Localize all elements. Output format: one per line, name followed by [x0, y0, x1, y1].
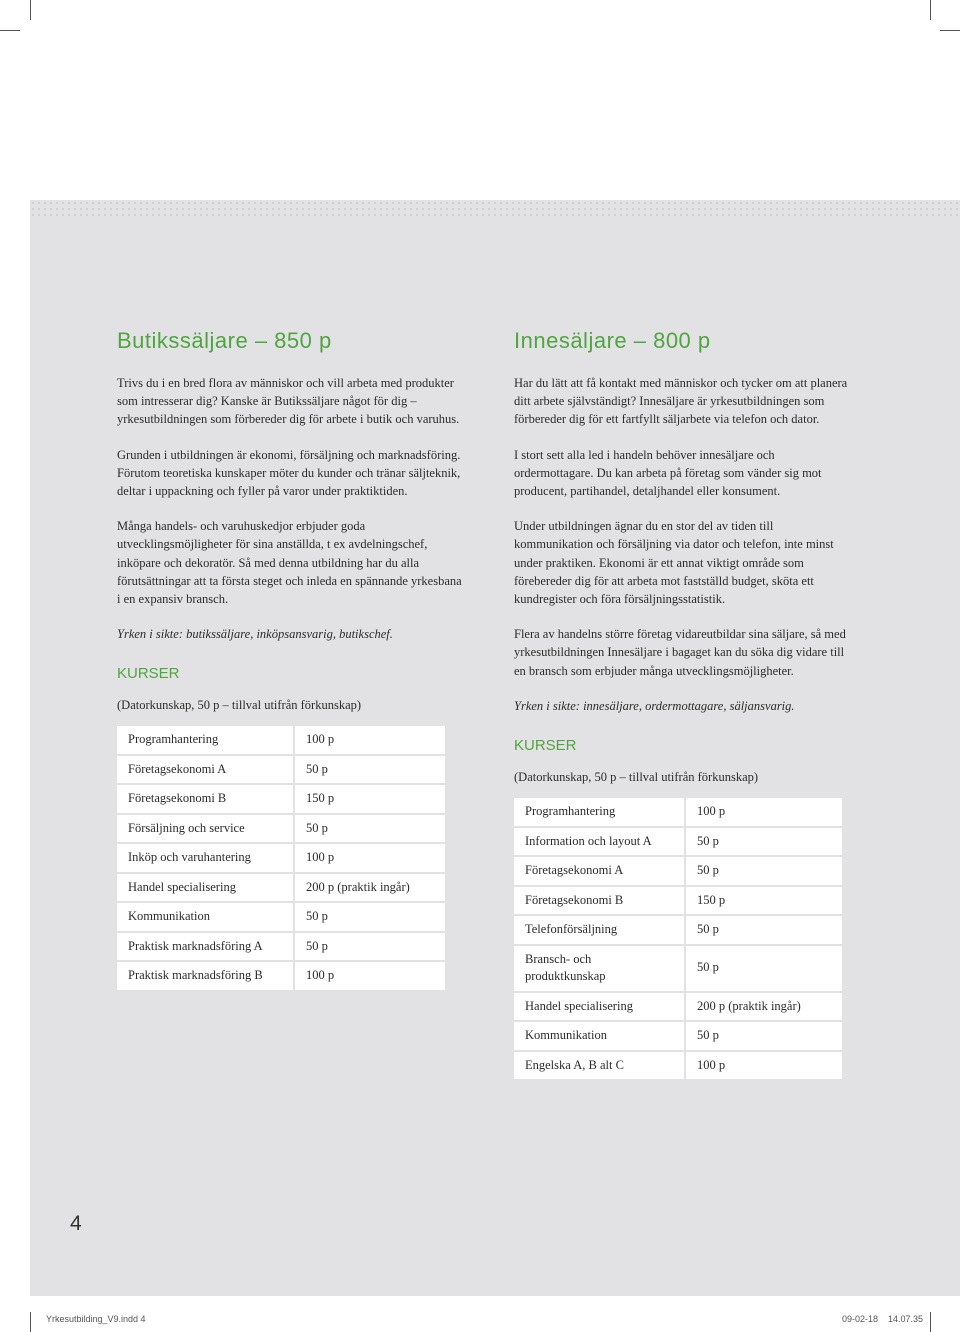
course-points: 100 p [686, 798, 842, 826]
course-name: Företagsekonomi B [117, 785, 293, 813]
course-name: Företagsekonomi A [514, 857, 684, 885]
course-row [514, 798, 842, 826]
section-title: Butikssäljare – 850 p [117, 328, 332, 353]
crop-mark [0, 30, 20, 31]
paragraph: Grunden i utbildningen är ekonomi, försäljning och marknadsföring. Förutom teoretiska kunskaper möter du kunder och tränar säljteknik, deltar i uppackning och fyller på varor under praktiktiden. [117, 447, 461, 499]
course-row [514, 946, 842, 991]
course-name: Kommunikation [117, 903, 293, 931]
crop-mark [930, 1312, 931, 1332]
course-name: Företagsekonomi B [514, 887, 684, 915]
course-name: Inköp och varuhantering [117, 844, 293, 872]
course-points: 200 p (praktik ingår) [686, 993, 842, 1021]
course-name: Programhantering [117, 726, 293, 754]
course-row [514, 828, 842, 856]
course-name: Programhantering [514, 798, 684, 826]
course-table [512, 796, 844, 1081]
kurser-note: (Datorkunskap, 50 p – tillval utifrån förkunskap) [514, 770, 759, 785]
course-row [117, 844, 445, 872]
innesaljare-column [514, 328, 854, 1081]
crop-mark [30, 0, 31, 20]
footer-filename: Yrkesutbilding_V9.indd 4 [46, 1314, 146, 1324]
kurser-heading: KURSER [514, 737, 577, 755]
course-name: Försäljning och service [117, 815, 293, 843]
course-name: Praktisk marknadsföring A [117, 933, 293, 961]
course-points: 50 p [686, 857, 842, 885]
section-title: Innesäljare – 800 p [514, 328, 711, 353]
course-name: Bransch- och produktkunskap [514, 946, 684, 991]
course-name: Engelska A, B alt C [514, 1052, 684, 1080]
crop-mark [30, 1312, 31, 1332]
course-points: 100 p [295, 726, 445, 754]
course-points: 150 p [295, 785, 445, 813]
dotted-band [30, 200, 960, 218]
course-row [514, 887, 842, 915]
course-name: Företagsekonomi A [117, 756, 293, 784]
paragraph: Trivs du i en bred flora av människor och vill arbeta med produkter som intresserar dig? Kanske är Butikssäljare något för dig – yrkesutbildningen som förbereder dig för arbete i butik och varuhus. [117, 376, 460, 427]
paragraph: Många handels- och varuhuskedjor erbjuder goda utvecklingsmöjligheter för sina anställda, t ex avdelningschef, inköpare och dekoratör. Så med denna utbildning har du alla förutsättningar att ta första steget och inleda en spännande yrkesbana i en expansiv bransch. [117, 519, 462, 607]
course-points: 50 p [295, 933, 445, 961]
course-row [514, 857, 842, 885]
course-points: 100 p [295, 962, 445, 990]
course-name: Kommunikation [514, 1022, 684, 1050]
course-points: 50 p [686, 828, 842, 856]
course-points: 50 p [295, 756, 445, 784]
kurser-note: (Datorkunskap, 50 p – tillval utifrån förkunskap) [117, 698, 362, 713]
course-row [117, 903, 445, 931]
career-goal: Yrken i sikte: butikssäljare, inköpsansvarig, butikschef. [117, 627, 393, 642]
course-points: 150 p [686, 887, 842, 915]
course-name: Handel specialisering [514, 993, 684, 1021]
course-row [117, 785, 445, 813]
course-points: 50 p [295, 903, 445, 931]
course-points: 50 p [686, 1022, 842, 1050]
course-points: 200 p (praktik ingår) [295, 874, 445, 902]
course-row [117, 874, 445, 902]
course-row [117, 726, 445, 754]
course-row [117, 815, 445, 843]
crop-mark [940, 30, 960, 31]
course-table [115, 724, 447, 992]
course-row [514, 993, 842, 1021]
course-points: 50 p [295, 815, 445, 843]
course-row [117, 933, 445, 961]
course-points: 50 p [686, 916, 842, 944]
course-row [514, 1022, 842, 1050]
crop-mark [930, 0, 931, 20]
kurser-heading: KURSER [117, 665, 180, 683]
butikssaljare-column [117, 328, 462, 992]
course-points: 100 p [686, 1052, 842, 1080]
course-row [514, 1052, 842, 1080]
paragraph: Flera av handelns större företag vidareutbildar sina säljare, så med yrkesutbildningen Innesäljare i bagaget kan du söka dig vidare till en bransch som erbjuder många utvecklingsmöjligheter. [514, 627, 846, 678]
course-row [117, 756, 445, 784]
course-name: Information och layout A [514, 828, 684, 856]
course-row [117, 962, 445, 990]
course-row [514, 916, 842, 944]
career-goal: Yrken i sikte: innesäljare, ordermottagare, säljansvarig. [514, 698, 795, 713]
footer-date: 09-02-18 [842, 1314, 879, 1324]
paragraph: Har du lätt att få kontakt med människor och tycker om att planera ditt arbete självständigt? Innesäljare är yrkesutbildningen som förbereder dig för ett fartfyllt säljarbete via telefon och dator. [514, 376, 848, 427]
paragraph: Under utbildningen ägnar du en stor del av tiden till kommunikation och försäljning via dator och telefon, inte minst under praktiken. Ekonomi är ett annat viktigt område som förebereder dig för att arbeta mot fastställd budget, sköta ett kundregister och föra försäljningsstatistik. [514, 519, 834, 607]
course-points: 50 p [686, 946, 842, 991]
course-name: Telefonförsäljning [514, 916, 684, 944]
course-name: Praktisk marknadsföring B [117, 962, 293, 990]
paragraph: I stort sett alla led i handeln behöver innesäljare och ordermottagare. Du kan arbeta på företag som vänder sig mot producent, partihandel, detaljhandel eller konsument. [514, 447, 822, 499]
course-name: Handel specialisering [117, 874, 293, 902]
page-number: 4 [70, 1212, 82, 1235]
footer-time: 14.07.35 [888, 1314, 924, 1324]
course-points: 100 p [295, 844, 445, 872]
